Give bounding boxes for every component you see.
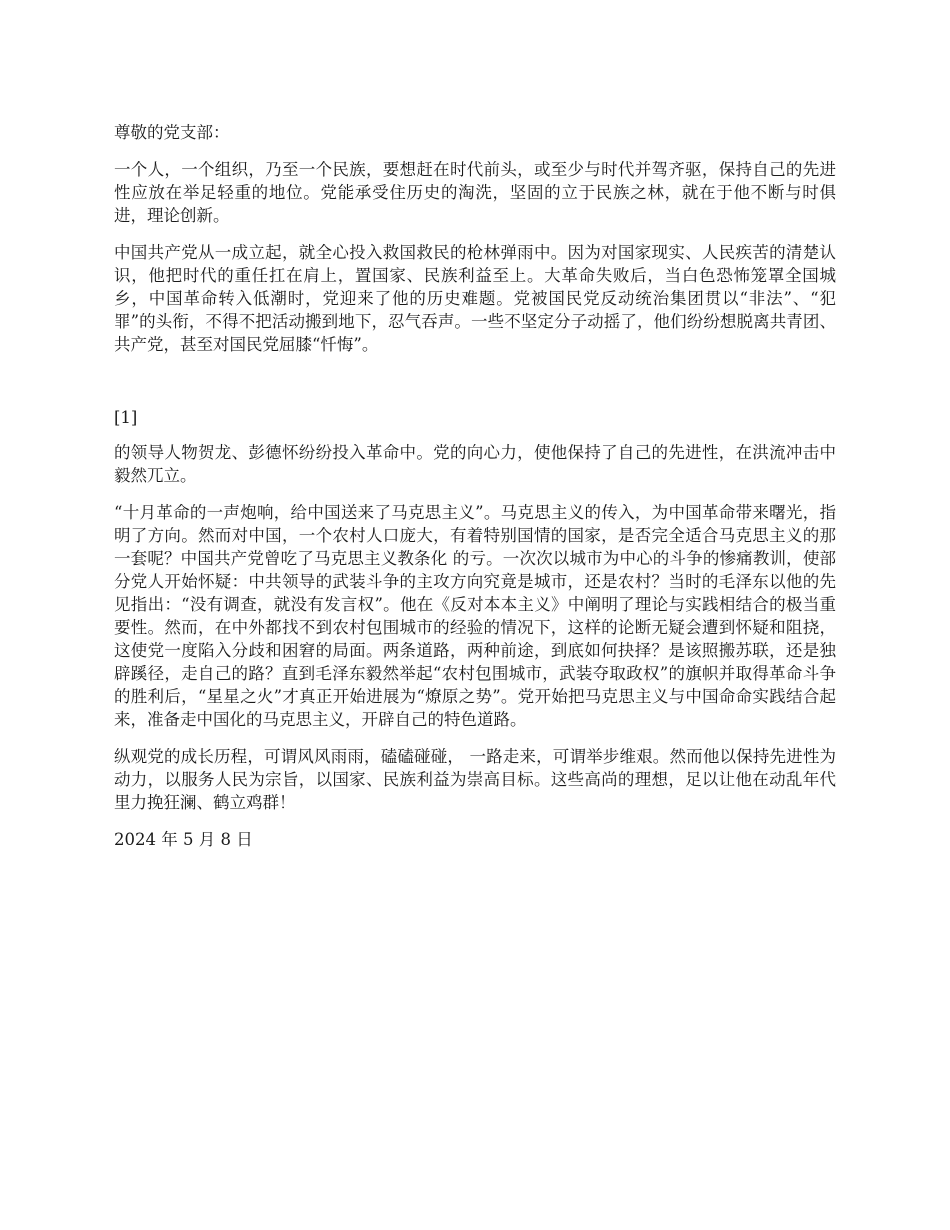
paragraph-1: 一个人，一个组织，乃至一个民族，要想赶在时代前头，或至少与时代并驾齐驱，保持自己的先进性应放在举足轻重的地位。党能承受住历史的淘洗，坚固的立于民族之林，就在于他不断与时俱进，理论创新。 [114, 160, 836, 225]
paragraph-5: 纵观党的成长历程，可谓风风雨雨，磕磕碰碰， 一路走来，可谓举步维艰。然而他以保持先进性为动力，以服务人民为宗旨，以国家、民族利益为崇高目标。这些高尚的理想，足以让他在动乱年代里力挽狂澜、鹤立鸡群！ [114, 747, 836, 812]
document-page [114, 121, 836, 851]
letter-date: 2024 年 5 月 8 日 [114, 830, 253, 849]
salutation: 尊敬的党支部： [114, 123, 230, 142]
reference-mark: [1] [114, 408, 138, 427]
paragraph-4: “十月革命的一声炮响，给中国送来了马克思主义”。马克思主义的传入，为中国革命带来曙光，指明了方向。然而对中国，一个农村人口庞大，有着特别国情的国家，是否完全适合马克思主义的那一套呢？中国共产党曾吃了马克思主义教条化 的亏。一次次以城市为中心的斗争的惨痛教训，使部分党人开始怀疑：中共领导的武装斗争的主攻方向究竟是城市，还是农村？当时的毛泽东以他的先见指出：“没有调查，就没有发言权”。他在《反对本本主义》中阐明了理论与实践相结合的极当重要性。然而，在中外都找不到农村包围城市的经验的情况下，这样的论断无疑会遭到怀疑和阻挠，这使党一度陷入分歧和困窘的局面。两条道路，两种前途，到底如何抉择？是该照搬苏联，还是独辟蹊径，走自己的路？直到毛泽东毅然举起“农村包围城市，武装夺取政权”的旗帜并取得革命斗争的胜利后，“星星之火”才真正开始进展为“燎原之势”。党开始把马克思主义与中国命命实践结合起来，准备走中国化的马克思主义，开辟自己的特色道路。 [114, 503, 836, 729]
paragraph-3: 的领导人物贺龙、彭德怀纷纷投入革命中。党的向心力，使他保持了自己的先进性，在洪流冲击中毅然兀立。 [114, 443, 836, 485]
paragraph-2: 中国共产党从一成立起，就全心投入救国救民的枪林弹雨中。因为对国家现实、人民疾苦的清楚认识，他把时代的重任扛在肩上，置国家、民族利益至上。大革命失败后，当白色恐怖笼罩全国城乡，中国革命转入低潮时，党迎来了他的历史难题。党被国民党反动统治集团贯以“非法”、“犯罪”的头衔，不得不把活动搬到地下，忍气吞声。一些不坚定分子动摇了，他们纷纷想脱离共青团、共产党，甚至对国民党屈膝“忏悔”。 [114, 243, 836, 354]
